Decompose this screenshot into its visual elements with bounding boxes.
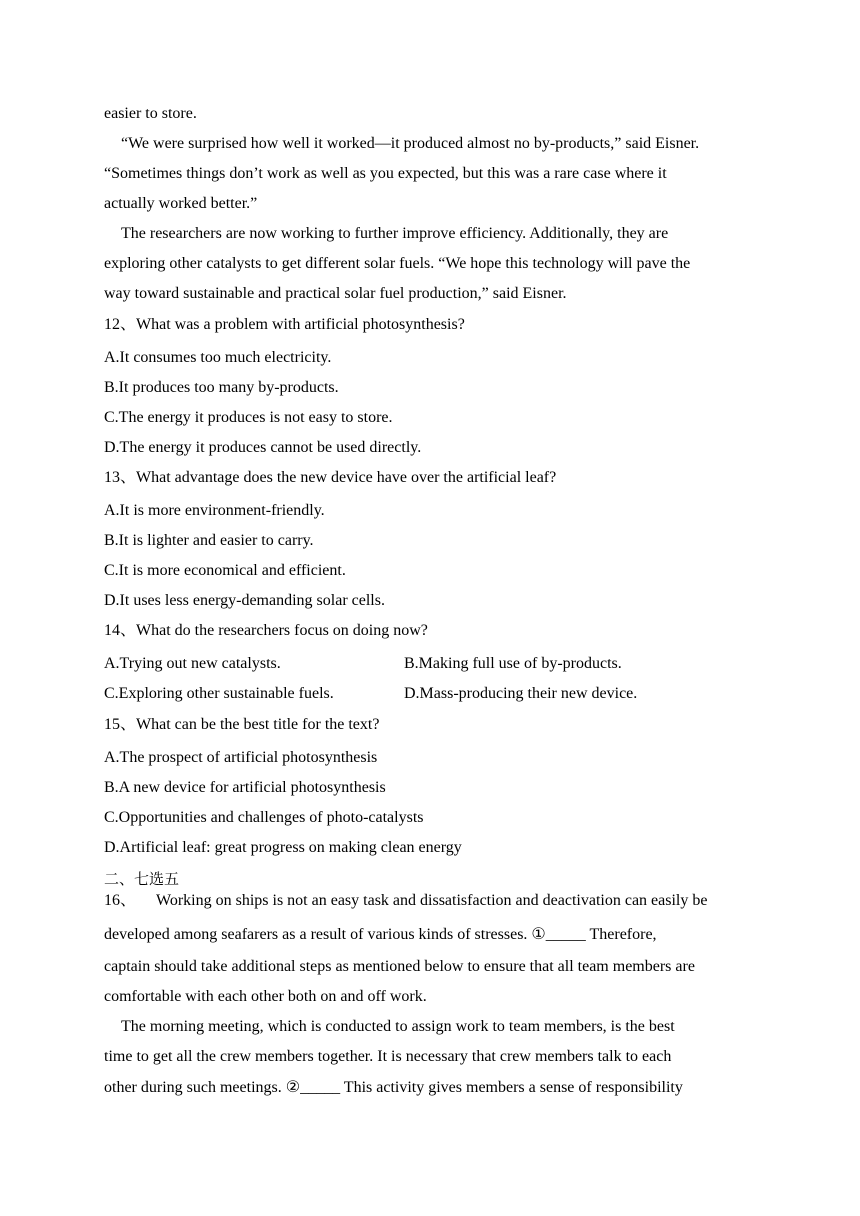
question-stem: 12、What was a problem with artificial photosynthesis? — [104, 316, 465, 333]
answer-option: A.It consumes too much electricity. — [104, 349, 332, 366]
answer-option: C.The energy it produces is not easy to store. — [104, 409, 393, 426]
answer-option: C.It is more economical and efficient. — [104, 562, 346, 579]
answer-option: B.Making full use of by-products. — [404, 655, 622, 672]
section-heading: 二、七选五 — [104, 870, 180, 888]
passage-line: captain should take additional steps as mentioned below to ensure that all team members are — [104, 958, 695, 975]
answer-option: D.Artificial leaf: great progress on making clean energy — [104, 839, 462, 856]
answer-option: D.Mass-producing their new device. — [404, 685, 638, 702]
passage-line: The morning meeting, which is conducted to assign work to team members, is the best — [121, 1018, 675, 1035]
passage-line: way toward sustainable and practical solar fuel production,” said Eisner. — [104, 285, 567, 302]
answer-option: A.Trying out new catalysts. — [104, 655, 281, 672]
passage-line: easier to store. — [104, 105, 197, 122]
answer-option: C.Exploring other sustainable fuels. — [104, 685, 334, 702]
answer-option: D.It uses less energy-demanding solar cells. — [104, 592, 385, 609]
passage-line: 16、 Working on ships is not an easy task and dissatisfaction and deactivation can easily be — [104, 892, 708, 909]
question-stem: 13、What advantage does the new device have over the artificial leaf? — [104, 469, 557, 486]
question-stem: 15、What can be the best title for the text? — [104, 716, 380, 733]
passage-line: “We were surprised how well it worked—it produced almost no by-products,” said Eisner. — [121, 135, 700, 152]
answer-option: A.The prospect of artificial photosynthesis — [104, 749, 378, 766]
passage-line: actually worked better.” — [104, 195, 258, 212]
passage-line: other during such meetings. ②_____ This activity gives members a sense of responsibility — [104, 1079, 683, 1096]
answer-option: B.It is lighter and easier to carry. — [104, 532, 314, 549]
answer-option: A.It is more environment-friendly. — [104, 502, 325, 519]
passage-line: exploring other catalysts to get different solar fuels. “We hope this technology will pave the — [104, 255, 691, 272]
passage-line: developed among seafarers as a result of various kinds of stresses. ①_____ Therefore, — [104, 926, 657, 943]
answer-option: D.The energy it produces cannot be used directly. — [104, 439, 422, 456]
answer-option: B.A new device for artificial photosynthesis — [104, 779, 386, 796]
passage-line: “Sometimes things don’t work as well as you expected, but this was a rare case where it — [104, 165, 667, 182]
passage-line: comfortable with each other both on and off work. — [104, 988, 427, 1005]
passage-line: The researchers are now working to further improve efficiency. Additionally, they are — [121, 225, 669, 242]
passage-line: time to get all the crew members together. It is necessary that crew members talk to each — [104, 1048, 672, 1065]
answer-option: C.Opportunities and challenges of photo-catalysts — [104, 809, 424, 826]
answer-option: B.It produces too many by-products. — [104, 379, 339, 396]
question-stem: 14、What do the researchers focus on doing now? — [104, 622, 428, 639]
